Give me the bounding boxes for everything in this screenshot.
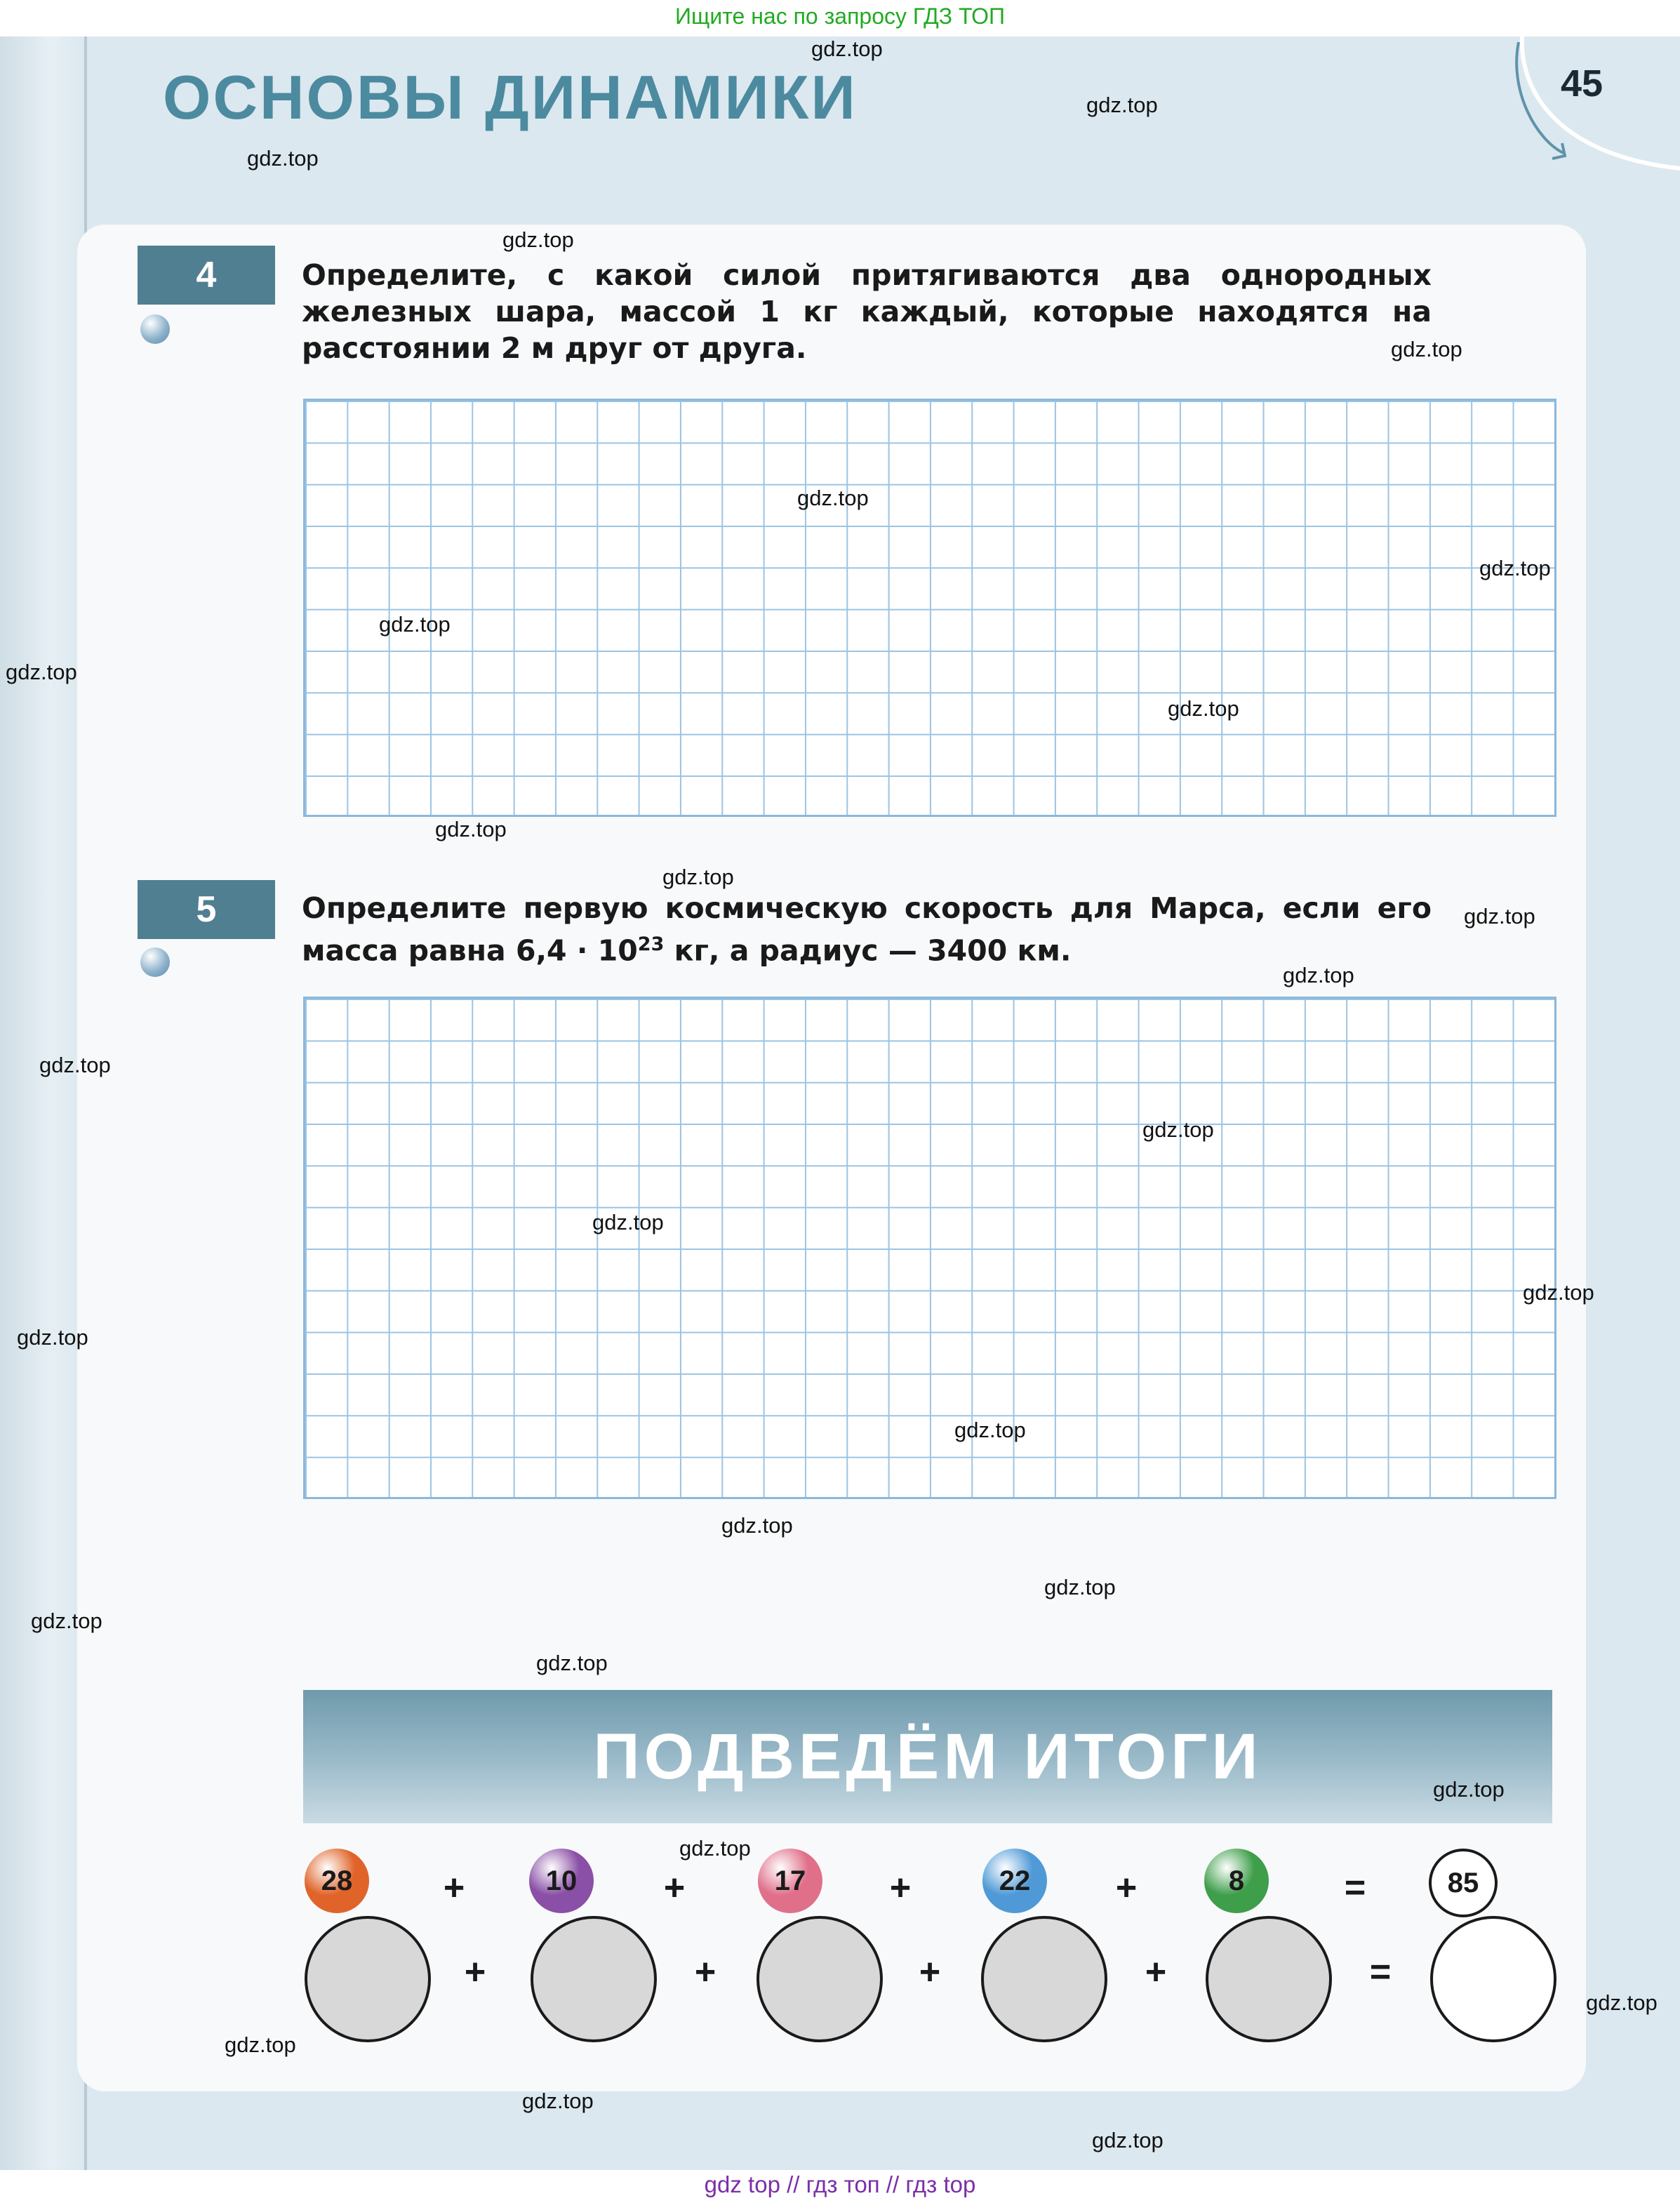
watermark-text: gdz.top	[1086, 93, 1158, 117]
plus-sign: +	[919, 1952, 941, 1992]
watermark-text: gdz.top	[1092, 2128, 1164, 2152]
score-ball-task-3: 17	[758, 1849, 822, 1913]
watermark-text: gdz.top	[1479, 556, 1551, 580]
score-input-circle[interactable]	[305, 1916, 431, 2042]
equals-sign: =	[1344, 1868, 1366, 1908]
task-5-text-main: Определите первую космическую скорость для Марса, если его масса равна 6,4 · 10	[302, 891, 1432, 968]
plus-sign: +	[663, 1868, 686, 1908]
watermark-text: gdz.top	[17, 1325, 88, 1350]
total-score-circle: 85	[1429, 1849, 1498, 1917]
plus-sign: +	[464, 1952, 486, 1992]
watermark-text: gdz.top	[522, 2089, 594, 2113]
task-5-text-tail: кг, а радиус — 3400 км.	[664, 933, 1072, 968]
watermark-text: gdz.top	[721, 1513, 793, 1538]
plus-sign: +	[1115, 1868, 1138, 1908]
watermark-text: gdz.top	[1433, 1777, 1505, 1802]
watermark-text: gdz.top	[225, 2032, 296, 2057]
score-input-circle[interactable]	[1206, 1916, 1332, 2042]
watermark-text: gdz.top	[6, 660, 77, 684]
watermark-text: gdz.top	[435, 817, 507, 841]
answer-grid-task-4[interactable]	[303, 399, 1556, 817]
answer-grid-task-5[interactable]	[303, 997, 1556, 1499]
score-ball-task-1: 28	[305, 1849, 369, 1913]
plus-sign: +	[443, 1868, 465, 1908]
difficulty-dot-icon	[140, 314, 170, 344]
score-ball-task-4: 22	[982, 1849, 1047, 1913]
watermark-text: gdz.top	[31, 1609, 102, 1633]
task-5-text	[302, 890, 1432, 969]
watermark-text: gdz.top	[679, 1836, 751, 1861]
book-spine	[0, 36, 87, 2170]
score-ball-task-5: 8	[1204, 1849, 1269, 1913]
score-input-circle[interactable]	[531, 1916, 657, 2042]
watermark-text: gdz.top	[662, 865, 734, 889]
watermark-text: gdz.top	[247, 146, 319, 171]
watermark-text: gdz.top	[1044, 1575, 1116, 1599]
watermark-text: gdz.top	[1391, 337, 1462, 361]
page-title: ОСНОВЫ ДИНАМИКИ	[163, 62, 858, 132]
summary-title: ПОДВЕДЁМ ИТОГИ	[593, 1721, 1262, 1792]
watermark-text: gdz.top	[1464, 904, 1535, 929]
summary-banner	[303, 1690, 1552, 1823]
task-number-5: 5	[138, 880, 275, 939]
difficulty-dot-icon	[140, 947, 170, 977]
score-ball-task-2: 10	[529, 1849, 594, 1913]
watermark-text: gdz.top	[536, 1651, 608, 1675]
watermark-text: gdz.top	[1586, 1990, 1658, 2015]
total-input-circle[interactable]	[1430, 1916, 1556, 2042]
equals-sign: =	[1369, 1952, 1392, 1992]
bottom-banner[interactable]: gdz top // гдз топ // гдз top	[704, 2171, 976, 2197]
score-input-circle[interactable]	[981, 1916, 1107, 2042]
watermark-text: gdz.top	[39, 1053, 111, 1077]
watermark-text: gdz.top	[797, 486, 869, 510]
task-number-4: 4	[138, 246, 275, 305]
plus-sign: +	[694, 1952, 716, 1992]
watermark-text: gdz.top	[502, 227, 574, 252]
watermark-text: gdz.top	[811, 36, 883, 61]
page-arc-icon	[1509, 28, 1680, 182]
task-4-text: Определите, с какой силой притягиваются два однородных железных шара, массой 1 кг каждый, которые находятся на расстоянии 2 м друг от друга.	[302, 258, 1432, 365]
score-input-circle[interactable]	[756, 1916, 883, 2042]
page-number: 45	[1561, 62, 1604, 105]
top-banner[interactable]: Ищите нас по запросу ГДЗ ТОП	[675, 4, 1005, 29]
task-5-exponent: 23	[637, 933, 665, 955]
plus-sign: +	[1145, 1952, 1167, 1992]
watermark-text: gdz.top	[1168, 696, 1239, 721]
watermark-text: gdz.top	[1523, 1280, 1594, 1305]
watermark-text: gdz.top	[1142, 1117, 1214, 1142]
watermark-text: gdz.top	[1283, 963, 1354, 987]
watermark-text: gdz.top	[954, 1418, 1026, 1442]
watermark-text: gdz.top	[592, 1210, 664, 1234]
watermark-text: gdz.top	[379, 612, 451, 637]
plus-sign: +	[889, 1868, 912, 1908]
